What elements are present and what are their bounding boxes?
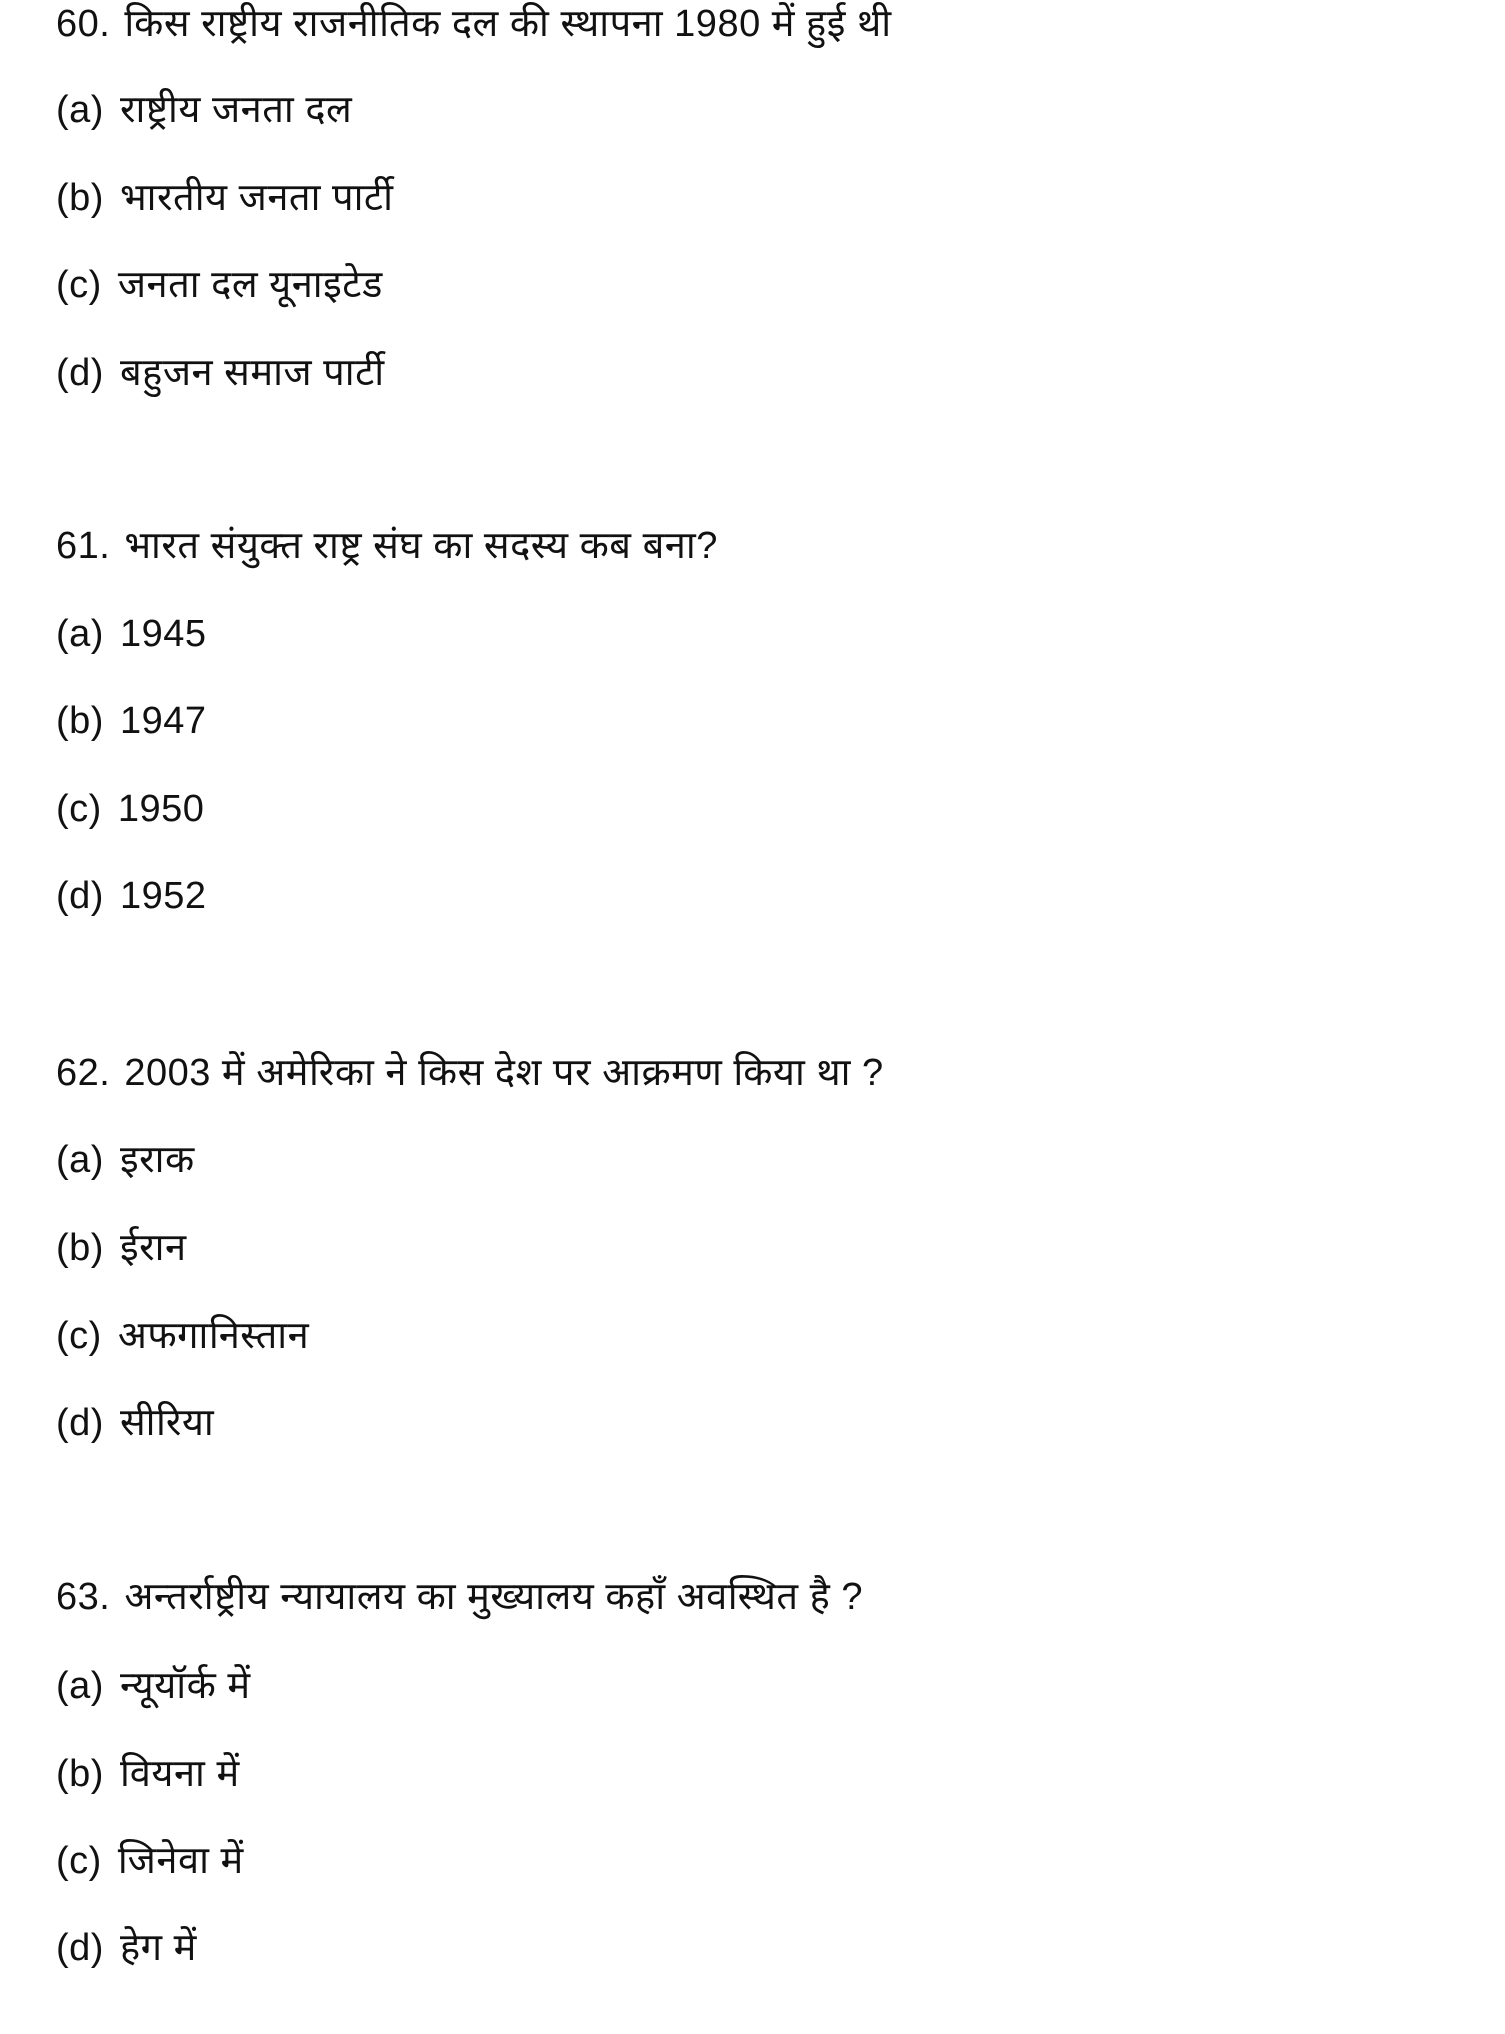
- option-label: (c): [56, 1315, 102, 1357]
- option-d: [56, 1399, 214, 1447]
- option-label: (b): [56, 700, 104, 742]
- option-text: राष्ट्रीय जनता दल: [119, 89, 353, 131]
- option-text: जिनेवा में: [117, 1840, 244, 1882]
- option-label: (d): [56, 1402, 104, 1444]
- question-number: 61.: [56, 525, 111, 567]
- option-text: जनता दल यूनाइटेड: [117, 264, 383, 306]
- option-text: न्यूयॉर्क में: [119, 1665, 251, 1707]
- option-label: (a): [56, 89, 104, 131]
- option-b: [56, 1750, 240, 1798]
- option-label: (d): [56, 875, 104, 917]
- option-c: [56, 1312, 309, 1360]
- question-text: [56, 0, 892, 48]
- option-label: (d): [56, 352, 104, 394]
- option-label: (c): [56, 788, 102, 830]
- question-stem: भारत संयुक्त राष्ट्र संघ का सदस्य कब बना?: [124, 525, 718, 567]
- option-text: वियना में: [119, 1753, 240, 1795]
- question-stem: अन्तर्राष्ट्रीय न्यायालय का मुख्यालय कहाँ अवस्थित है ?: [124, 1576, 864, 1618]
- option-text: ईरान: [119, 1227, 187, 1269]
- option-label: (a): [56, 1665, 104, 1707]
- option-d: [56, 349, 385, 397]
- question-text: [56, 522, 718, 570]
- option-a: [56, 1662, 251, 1710]
- question-text: [56, 1573, 863, 1621]
- option-text: 1950: [117, 788, 205, 830]
- option-d: [56, 1924, 197, 1972]
- option-text: भारतीय जनता पार्टी: [119, 177, 394, 219]
- option-b: [56, 1224, 187, 1272]
- option-b: [56, 697, 207, 745]
- option-text: 1945: [119, 613, 207, 655]
- option-a: [56, 1136, 195, 1184]
- option-label: (a): [56, 613, 104, 655]
- question-stem: 2003 में अमेरिका ने किस देश पर आक्रमण किया था ?: [124, 1052, 884, 1094]
- option-text: बहुजन समाज पार्टी: [119, 352, 385, 394]
- option-text: सीरिया: [119, 1402, 215, 1444]
- option-text: हेग में: [119, 1927, 197, 1969]
- option-text: 1952: [119, 875, 207, 917]
- option-c: [56, 261, 383, 309]
- option-d: [56, 872, 207, 920]
- option-c: [56, 1837, 244, 1885]
- option-text: इराक: [119, 1139, 195, 1181]
- option-label: (b): [56, 177, 104, 219]
- option-label: (c): [56, 1840, 102, 1882]
- option-text: 1947: [119, 700, 207, 742]
- question-number: 60.: [56, 3, 111, 45]
- option-label: (b): [56, 1753, 104, 1795]
- option-a: [56, 610, 207, 658]
- option-label: (c): [56, 264, 102, 306]
- option-b: [56, 174, 393, 222]
- option-c: [56, 785, 204, 833]
- option-label: (a): [56, 1139, 104, 1181]
- question-stem: किस राष्ट्रीय राजनीतिक दल की स्थापना 1980 में हुई थी: [124, 3, 892, 45]
- question-number: 62.: [56, 1052, 111, 1094]
- question-text: [56, 1049, 884, 1097]
- option-label: (d): [56, 1927, 104, 1969]
- option-text: अफगानिस्तान: [117, 1315, 310, 1357]
- question-number: 63.: [56, 1576, 111, 1618]
- option-label: (b): [56, 1227, 104, 1269]
- option-a: [56, 86, 352, 134]
